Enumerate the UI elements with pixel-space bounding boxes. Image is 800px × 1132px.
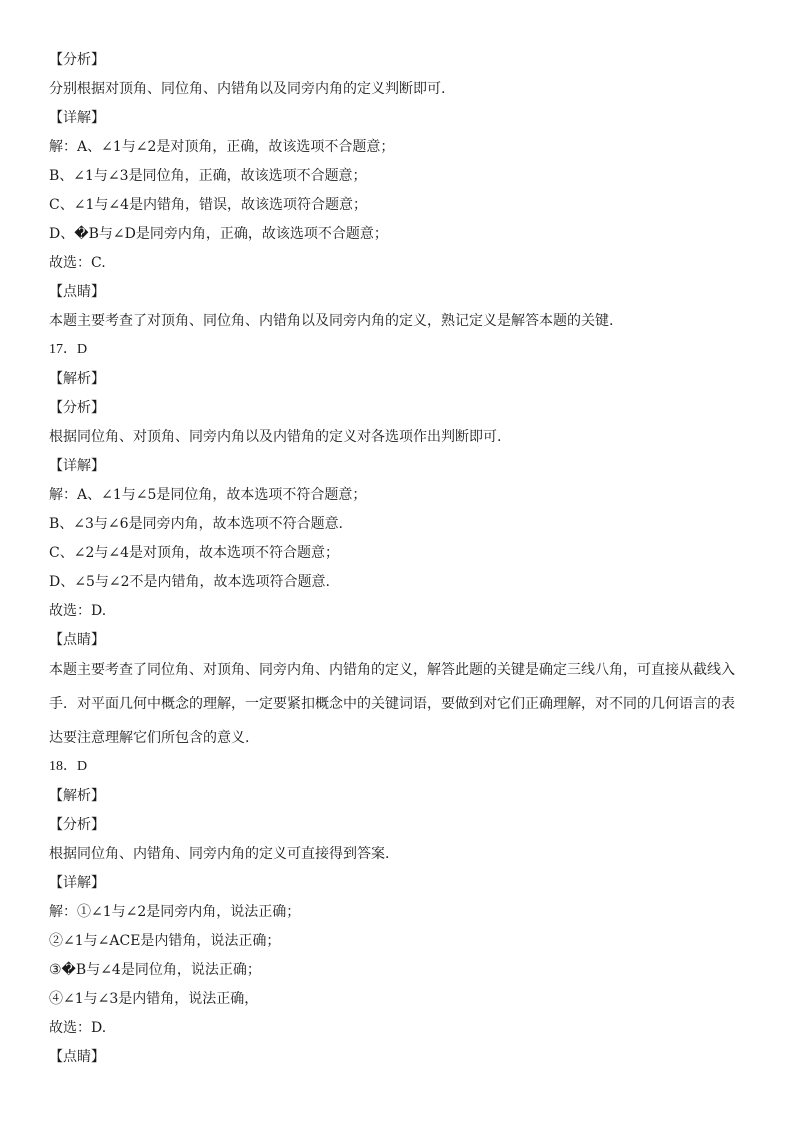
text-line: B、∠3与∠6是同旁内角，故本选项不符合题意. bbox=[49, 516, 344, 532]
text-line: ③�B与∠4是同位角，说法正确； bbox=[49, 962, 261, 978]
text-line: ②∠1与∠ACE是内错角，说法正确； bbox=[49, 933, 281, 949]
text-line: 达要注意理解它们所包含的意义. bbox=[49, 730, 250, 746]
text-line: 手．对平面几何中概念的理解，一定要紧扣概念中的关键词语，要做到对它们正确理解，对不同的几何语言的表 bbox=[49, 696, 735, 712]
question-number: 17．D bbox=[49, 342, 88, 357]
section-heading-solution: 【详解】 bbox=[49, 875, 105, 891]
text-line: 解：A、∠1与∠5是同位角，故本选项不符合题意； bbox=[49, 487, 367, 503]
text-line: ④∠1与∠3是内错角，说法正确， bbox=[49, 991, 259, 1007]
section-heading-analysis: 【分析】 bbox=[49, 52, 105, 68]
text-line: C、∠2与∠4是对顶角，故本选项不符合题意； bbox=[49, 545, 339, 561]
section-heading-comment: 【点睛】 bbox=[49, 1049, 105, 1065]
text-line: D、∠5与∠2不是内错角，故本选项符合题意. bbox=[49, 574, 330, 590]
text-line: 分别根据对顶角、同位角、内错角以及同旁内角的定义判断即可. bbox=[49, 81, 446, 97]
section-heading-explanation: 【解析】 bbox=[49, 371, 105, 387]
text-line: 根据同位角、对顶角、同旁内角以及内错角的定义对各选项作出判断即可. bbox=[49, 429, 502, 445]
text-line: 故选：C. bbox=[49, 255, 106, 271]
section-heading-analysis: 【分析】 bbox=[49, 817, 105, 833]
section-heading-analysis: 【分析】 bbox=[49, 400, 105, 416]
text-line: 故选：D. bbox=[49, 1020, 107, 1036]
text-line: B、∠1与∠3是同位角，正确，故该选项不合题意； bbox=[49, 168, 367, 184]
text-line: C、∠1与∠4是内错角，错误，故该选项符合题意； bbox=[49, 197, 367, 213]
section-heading-comment: 【点睛】 bbox=[49, 284, 105, 300]
section-heading-solution: 【详解】 bbox=[49, 458, 105, 474]
text-line: 本题主要考查了对顶角、同位角、内错角以及同旁内角的定义，熟记定义是解答本题的关键. bbox=[49, 313, 614, 329]
text-line: 故选：D. bbox=[49, 603, 107, 619]
section-heading-explanation: 【解析】 bbox=[49, 788, 105, 804]
text-line: 解：A、∠1与∠2是对顶角，正确，故该选项不合题意； bbox=[49, 139, 395, 155]
text-line: 本题主要考查了同位角、对顶角、同旁内角、内错角的定义，解答此题的关键是确定三线八角，可直接从截线入 bbox=[49, 662, 735, 678]
section-heading-solution: 【详解】 bbox=[49, 110, 105, 126]
section-heading-comment: 【点睛】 bbox=[49, 632, 105, 648]
question-number: 18．D bbox=[49, 759, 88, 774]
text-line: 解：①∠1与∠2是同旁内角，说法正确； bbox=[49, 904, 301, 920]
text-line: D、�B与∠D是同旁内角，正确，故该选项不合题意； bbox=[49, 226, 388, 242]
text-line: 根据同位角、内错角、同旁内角的定义可直接得到答案. bbox=[49, 846, 390, 862]
